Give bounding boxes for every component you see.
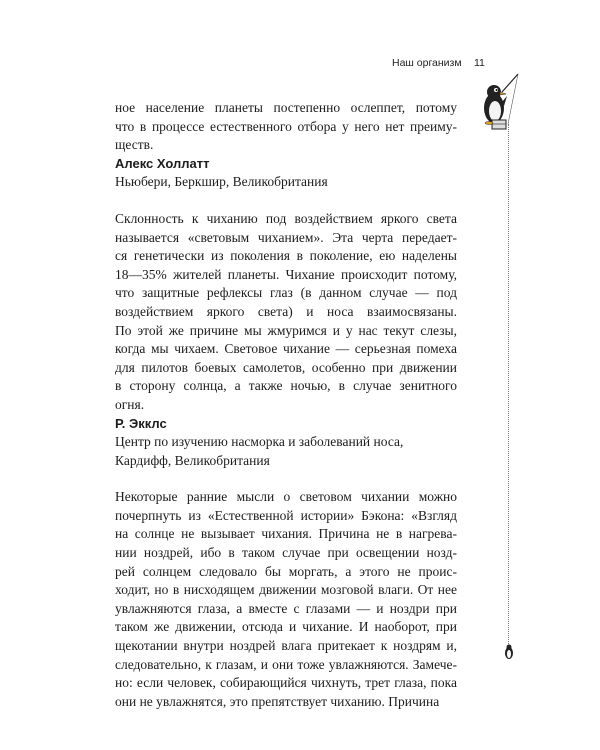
page-number: 11 [474,57,485,69]
text-line: воздействием яркого света) и носа взаимосвязаны. [115,303,457,319]
paragraph-gap [115,192,457,210]
text-line: ходит, но в нисходящем движении мозговой влаги. От нее [115,582,457,598]
text-line: ся генетически из поколения в поколение, ею наделены [115,248,457,264]
text-line: что защитные рефлексы глаз (в данном случае — под [115,285,457,301]
text-line: ное население планеты постепенно ослеппет, потому [115,100,457,115]
author-name: Алекс Холлатт [115,155,210,171]
author-affiliation: Центр по изучению насморка и заболеваний носа, [115,434,404,450]
text-line: следовательно, к глазам, и они тоже увлажняются. Замече- [115,656,457,672]
penguin-fisher-icon [480,72,530,132]
text-line: рей солнцем следовало бы моргать, а этого не проис- [115,563,457,579]
text-line: но: если человек, собирающийся чихнуть, трет глаза, пока [115,675,457,691]
text-line: почерпнуть из «Естественной истории» Бэкона: «Взгляд [115,507,457,523]
author-affiliation: Кардифф, Великобритания [115,452,270,468]
text-line: огня. [115,396,145,412]
author-affiliation: Ньюбери, Беркшир, Великобритания [115,174,328,190]
text-line: на солнце не вызывает чихания. Причина не в нагрева- [115,526,457,542]
text-line: когда мы чихаем. Световое чихание — серьезная помеха [115,341,457,357]
text-line: По этой же причине мы жмуримся и у нас текут слезы, [115,322,457,338]
text-line: щекотании внутри ноздрей влага притекает к ноздрям и, [115,638,457,654]
text-line: нии ноздрей, ибо в таком случае при освещении нозд- [115,545,457,561]
running-header-title: Наш организм [392,57,462,69]
page-body [115,99,457,711]
dotted-fishing-line [508,124,510,644]
text-line: что в процессе естественного отбора у него нет преиму- [115,118,457,134]
text-line: называется «световым чиханием». Эта черта передает- [115,229,457,245]
author-name: Р. Экклс [115,415,167,431]
text-line: для пилотов боевых самолетов, особенно при движении [115,359,457,375]
text-line: в сторону солнца, а также ночью, в случае зенитного [115,378,457,394]
text-line: Склонность к чиханию под воздействием яркого света [115,210,457,226]
text-line: они не увлажнятся, это препятствует чиханию. Причина [115,693,440,709]
paragraph-gap [115,470,457,488]
small-penguin-icon [503,644,515,660]
text-line: 18—35% жителей планеты. Чихание происходит потому, [115,266,457,282]
text-line: увлажняются глаза, а вместе с глазами — и ноздри при [115,600,457,616]
text-line: Некоторые ранние мысли о световом чихании можно [115,489,457,505]
text-line: таком же движении, отсюда и чихание. И наоборот, при [115,619,457,635]
text-line: ществ. [115,137,154,153]
